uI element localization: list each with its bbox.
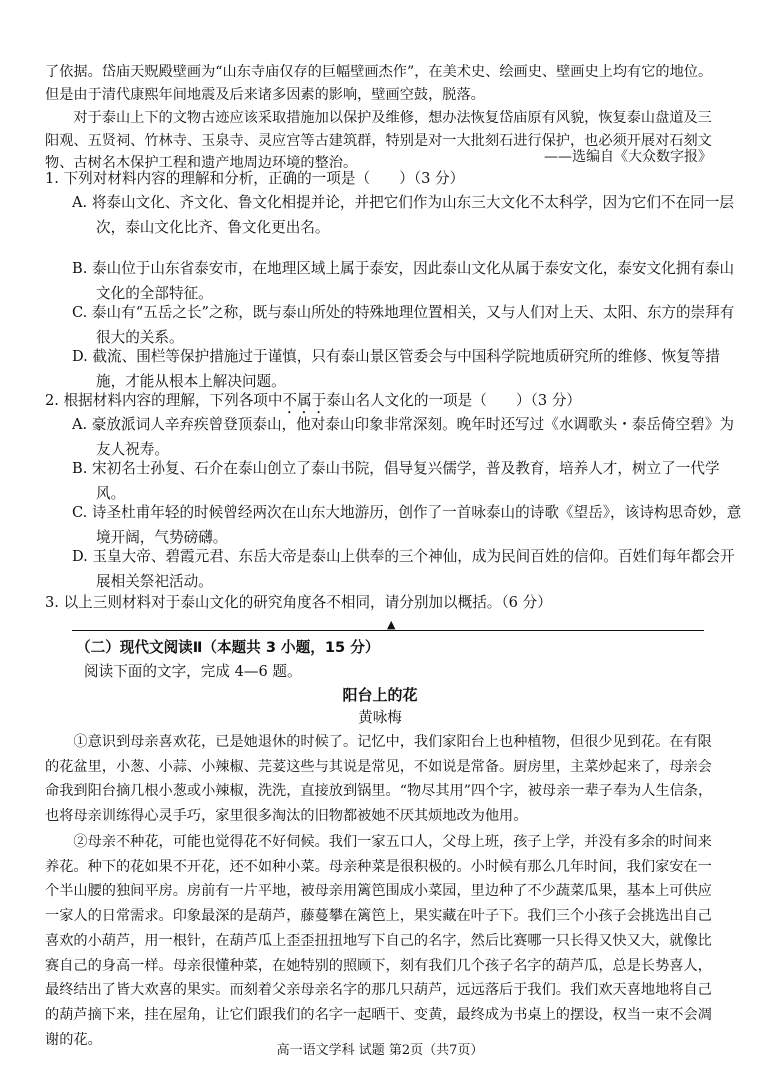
question-2-option-a: A. 豪放派词人辛弃疾曾登顶泰山，他对泰山印象非常深刻。晚年时还写过《水调歌头・泰岳倚空碧》为友人祝寿。: [72, 416, 734, 458]
source-citation: ——选编自《大众数字报》: [544, 149, 712, 165]
section-2-heading: （二）现代文阅读Ⅱ（本题共 3 小题，15 分）: [76, 639, 380, 656]
question-2-stem-pre: 2. 根据材料内容的理解，下列各项中: [45, 392, 283, 409]
question-2-stem-emphasis: 不属于: [282, 392, 327, 409]
article-author: 黄咏梅: [358, 709, 402, 726]
article-paragraph-2: ②母亲不种花，可能也觉得花不好伺候。我们一家五口人，父母上班，孩子上学，并没有多余的时间来养花。种下的花如果不开花，还不如种小菜。母亲种菜是很积极的。小时候有那么几年时间，我们家安在一个半山腰的独间平房。房前有一片平地，被母亲用篱笆围成小菜园，里边种了不少蔬菜瓜果，基本上可供应一家人的日常需求。印象最深的是葫芦，藤蔓攀在篱笆上，果实藏在叶子下。我们三个小孩子会挑选出自己喜欢的小葫芦，用一根针，在葫芦瓜上歪歪扭扭地写下自己的名字，然后比赛哪一只长得又快又大，就像比赛自己的身高一样。母亲很懂种菜，在她特别的照顾下，刻有我们几个孩子名字的葫芦瓜，总是长势喜人，最终结出了皆大欢喜的果实。而刻着父亲母亲名字的那几只葫芦，远远落后于我们。我们欢天喜地地将自己的葫芦摘下来，挂在屋角，让它们跟我们的名字一起晒干、变黄，最终成为书桌上的摆设，权当一束不会凋谢的花。: [45, 834, 712, 1048]
intro-paragraph-1: 了依据。岱庙天贶殿壁画为“山东寺庙仅存的巨幅壁画杰作”，在美术史、绘画史、壁画史上均有它的地位。但是由于清代康熙年间地震及后来诸多因素的影响，壁画空鼓，脱落。: [45, 64, 713, 103]
question-1-stem: 1. 下列对材料内容的理解和分析，正确的一项是（ ）（3 分）: [45, 170, 465, 187]
question-2-stem-post: 泰山名人文化的一项是（ ）（3 分）: [326, 392, 582, 409]
question-2-option-d: D. 玉皇大帝、碧霞元君、东岳大帝是泰山上供奉的三个神仙，成为民间百姓的信仰。百姓们每年都会开展相关祭祀活动。: [72, 548, 735, 590]
question-1-option-c: C. 泰山有“五岳之长”之称，既与泰山所处的特殊地理位置相关，又与人们对上天、太阳、东方的崇拜有很大的关系。: [72, 304, 735, 346]
section-divider-triangle: ▲: [387, 618, 396, 631]
page-footer: 高一语文学科 试题 第2页（共7页）: [276, 1043, 484, 1058]
question-1-option-b: B. 泰山位于山东省泰安市，在地理区域上属于泰安，因此泰山文化从属于泰安文化，泰安文化拥有泰山文化的全部特征。: [72, 260, 735, 302]
article-title: 阳台上的花: [342, 686, 418, 704]
question-2-option-c: C. 诗圣杜甫年轻的时候曾经两次在山东大地游历，创作了一首咏泰山的诗歌《望岳》，该诗构思奇妙，意境开阔，气势磅礴。: [72, 504, 742, 546]
question-1-option-a: A. 将泰山文化、齐文化、鲁文化相提并论，并把它们作为山东三大文化不太科学，因为它们不在同一层次，泰山文化比齐、鲁文化更出名。: [72, 194, 734, 236]
article-paragraph-1: ①意识到母亲喜欢花，已是她退休的时候了。记忆中，我们家阳台上也种植物，但很少见到花。在有限的花盆里，小葱、小蒜、小辣椒、芫荽这些与其说是常见，不如说是常备。厨房里，主菜炒起来了，母亲会命我到阳台摘几根小葱或小辣椒，洗洗，直接放到锅里。“物尽其用”四个字，被母亲一辈子奉为人生信条，也将母亲训练得心灵手巧，家里很多淘汰的旧物都被她不厌其烦地改为他用。: [45, 734, 713, 825]
intro-paragraph-2: 对于泰山上下的文物古迹应该采取措施加以保护及维修，想办法恢复岱庙原有风貌，恢复泰山盘道及三阳观、五贤祠、竹林寺、玉泉寺、灵应宫等古建筑群，特别是对一大批刻石进行保护，也必须开展对石刻文物、古树名木保护工程和遗产地周边环境的整治。: [45, 110, 712, 172]
section-divider-line: [72, 630, 704, 631]
question-3-stem: 3. 以上三则材料对于泰山文化的研究角度各不相同，请分别加以概括。（6 分）: [45, 594, 552, 611]
question-2-option-b: B. 宋初名士孙复、石介在泰山创立了泰山书院，倡导复兴儒学，普及教育，培养人才，树立了一代学风。: [72, 460, 720, 502]
question-1-option-d: D. 截流、围栏等保护措施过于谨慎，只有泰山景区管委会与中国科学院地质研究所的维修、恢复等措施，才能从根本上解决问题。: [72, 348, 720, 390]
section-2-instruction: 阅读下面的文字，完成 4—6 题。: [84, 663, 302, 680]
